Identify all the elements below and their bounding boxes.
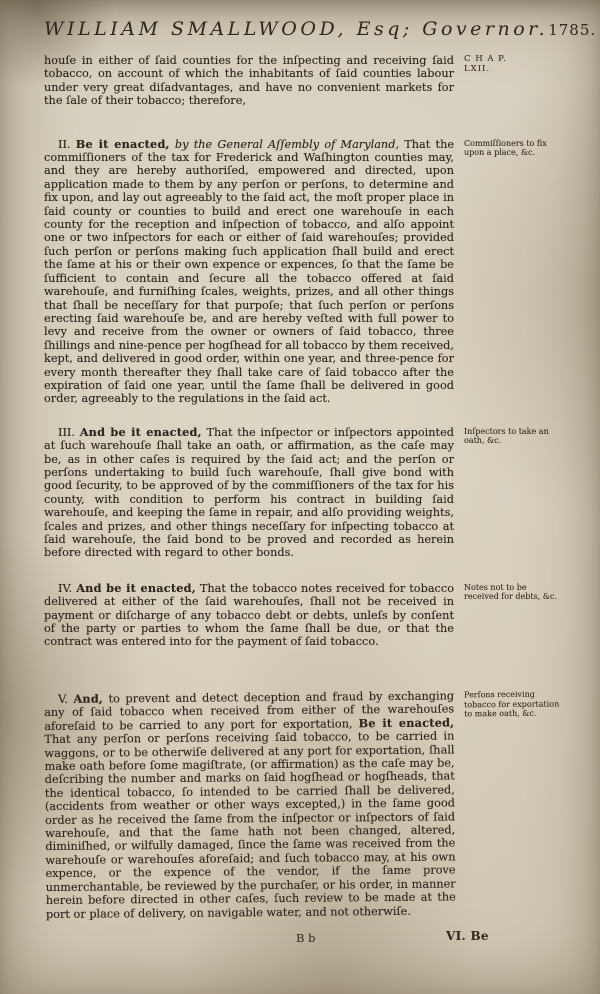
section-2-text: That the commiſſioners of the tax for Frederick and Waſhington counties may, and they are hereby authoriſed, empowered and directed, upon application made to them by any perſon or perſons, to determine and fix upon, and lay out agreeably to the ſaid act, the moſt proper place in ſaid county or counties to build and erect one warehouſe in each county for the reception and inſpection of tobacco, and alſo appoint one or two inſpectors for each or either of ſaid warehouſes; provided ſuch perſon or perſons making ſuch application ſhall build and erect the ſame at his or their own expence or expences, ſo that the ſame be ſufficient to contain and ſecure all the tobacco offered at ſaid warehouſe, and furniſhing ſcales, weights, prizes, and all other things that ſhall be neceſſary for that purpoſe; that ſuch perſon or perſons erecting ſaid warehouſe be, and are hereby veſted with full power to levy and receive from the owner or owners of ſaid tobacco, three ſhillings and nine-pence per hogſhead for all tobacco by them received, kept, and delivered in good order, within one year, and three-pence for every month thereafter they ſhall take care of ſaid tobacco after the expiration of ſaid one year, until the ſame ſhall be delivered in good order, agreeably to the regulations in the ſaid act. bbox=[44, 137, 455, 406]
signature-mark: B b bbox=[296, 930, 316, 945]
paragraph-section-2 bbox=[44, 138, 454, 406]
margin-chapter-note bbox=[464, 54, 560, 74]
catchword: VI. Be bbox=[446, 928, 489, 943]
section-2-row bbox=[44, 138, 564, 406]
margin-note-section-4: Notes not to be received for debts, &c. bbox=[464, 582, 557, 602]
section-5-number: V. bbox=[57, 692, 68, 706]
running-header bbox=[44, 14, 597, 54]
chapter-number: LXII. bbox=[464, 63, 491, 74]
paragraph-section-4 bbox=[44, 582, 454, 649]
margin-note-section-3: Inſpectors to take an oath, &c. bbox=[464, 426, 549, 446]
section-2-number: II. bbox=[58, 137, 71, 151]
section-2-assembly-phrase: by the General Aſſembly of Maryland, bbox=[174, 137, 400, 151]
section-4-number: IV. bbox=[58, 581, 73, 595]
section-5-row bbox=[44, 688, 566, 920]
section-5-and-clause: And, bbox=[73, 691, 104, 706]
year-label: 1785. bbox=[548, 21, 597, 39]
paragraph-section-3 bbox=[44, 426, 454, 560]
page-title: WILLIAM SMALLWOOD, Esq; Governor. bbox=[44, 18, 549, 40]
section-3-enacting-clause: And be it enacted, bbox=[79, 424, 202, 439]
page-footer bbox=[44, 928, 564, 949]
section-3-text: That the inſpector or inſpectors appointed at ſuch warehouſe ſhall take an oath, or affirmation, as the caſe may be, as in other caſes is required by the ſaid act; and the perſon or perſons undertaking to build ſuch warehouſe, ſhall give bond with good ſecurity, to be approved of by the commiſſioners of the tax for his county, with condition to perform his contract in building ſaid warehouſe, and keeping the ſame in repair, and alſo providing weights, ſcales and prizes, and other things neceſſary for inſpecting tobacco at ſaid warehouſe, the ſaid bond to be proved and recorded as herein before directed with regard to other bonds. bbox=[44, 425, 454, 560]
section-5-text: That any perſon or perſons receiving ſaid tobacco, to be carried in waggons, or to be otherwiſe delivered at any port for exportation, ſhall make oath before ſome magiſtrate, (or affirmation) as the caſe may be, deſcribing the number and marks on ſaid hogſhead or hogſheads, that the identical tobacco, ſo intended to be carried ſhall be delivered, (accidents from weather or other ways excepted,) in the ſame good order as he received the ſame from the inſpector or inſpectors of ſaid warehouſe, and that the ſame hath not been changed, altered, diminiſhed, or wilfully damaged, ſince the ſame was received from the warehouſe or warehouſes aforeſaid; and ſuch tobacco may, at his own expence, or the expence of the vendor, if the ſame prove unmerchantable, be reviewed by the purchaſer, or his order, in manner herein before directed in other caſes, ſuch review to be made at the port or place of delivery, on navigable water, and not otherwiſe. bbox=[44, 729, 456, 921]
section-5-enacting-clause: Be it enacted, bbox=[358, 715, 455, 730]
section-4-enacting-clause: And be it enacted, bbox=[76, 580, 196, 595]
section-3-row bbox=[44, 426, 564, 560]
margin-note-section-2: Commiſſioners to fix upon a place, &c. bbox=[464, 138, 547, 158]
section-4-row bbox=[44, 582, 564, 649]
paragraph-intro: houſe in either of ſaid counties for the inſpecting and receiving ſaid tobacco, on account of which the inhabitants of ſaid counties labour under very great diſadvantages, and have no convenient markets for the ſale of their tobacco; therefore, bbox=[44, 54, 454, 108]
chapter-label: C H A P. bbox=[464, 54, 507, 64]
section-4-text: That the tobacco notes received for tobacco delivered at either of the ſaid warehouſes, ſhall not be received in payment or diſcharge of any tobacco debt or debts, unleſs by conſent of the party or parties to whom the ſame ſhall be due, or that the contract was entered into for the payment of ſaid tobacco. bbox=[44, 581, 455, 649]
section-5-preamble-text: to prevent and detect deception and fraud by exchanging any of ſaid tobacco when received from either of the warehouſes aforeſaid to be carried to any port for exportation, bbox=[44, 689, 455, 733]
section-2-enacting-clause: Be it enacted, bbox=[75, 136, 170, 151]
section-3-number: III. bbox=[58, 425, 75, 439]
margin-note-section-5: Perſons receiving tobacco for exportation to make oath, &c. bbox=[463, 689, 560, 719]
paragraph-section-5 bbox=[44, 689, 456, 920]
intro-row bbox=[44, 54, 564, 108]
